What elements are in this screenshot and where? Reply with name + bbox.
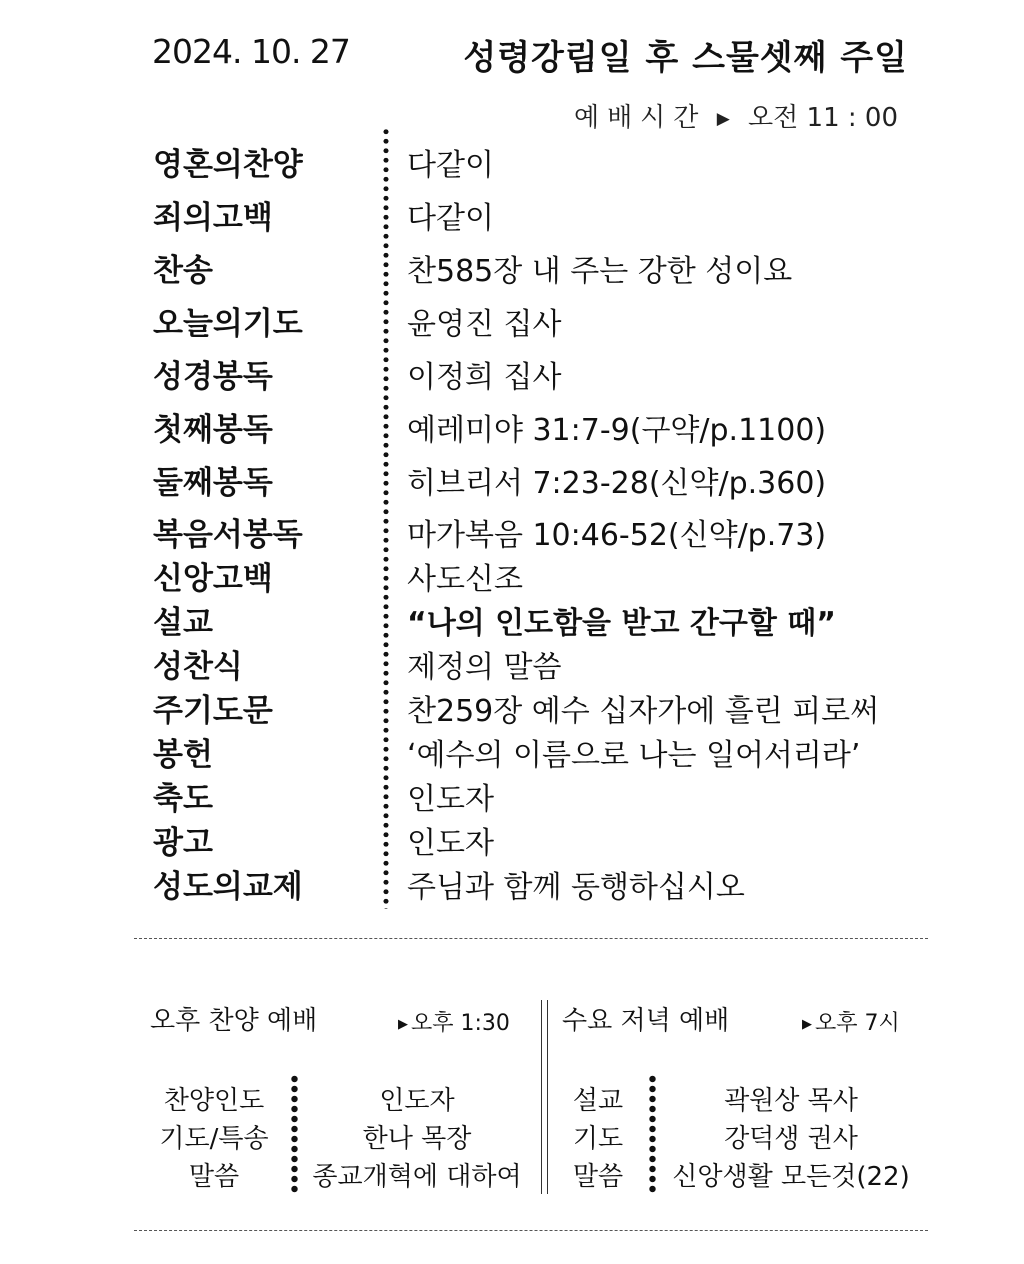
order-item-label: 봉헌 bbox=[153, 737, 213, 773]
order-item bbox=[0, 509, 1024, 553]
order-item-label: 둘째봉독 bbox=[153, 465, 273, 501]
dotted-separator bbox=[648, 1074, 657, 1194]
order-item-value: 마가복음 10:46-52(신약/p.73) bbox=[407, 518, 827, 553]
order-item-label: 성찬식 bbox=[153, 649, 243, 685]
order-item-label: 설교 bbox=[153, 605, 213, 641]
order-item-value: 윤영진 집사 bbox=[407, 307, 562, 342]
order-item-value: 사도신조 bbox=[407, 562, 523, 597]
order-item-value: 다같이 bbox=[407, 148, 494, 183]
order-item-label: 첫째봉독 bbox=[153, 412, 273, 448]
order-item-value: 인도자 bbox=[407, 782, 494, 817]
schedule-label: 찬양인도 bbox=[163, 1086, 265, 1116]
order-item bbox=[0, 245, 1024, 289]
order-item bbox=[0, 139, 1024, 183]
order-item-label: 찬송 bbox=[153, 253, 213, 289]
order-item-value: 찬259장 예수 십자가에 흘린 피로써 bbox=[407, 694, 880, 729]
order-item-value: ‘예수의 이름으로 나는 일어서리라’ bbox=[407, 738, 861, 773]
order-item bbox=[0, 773, 1024, 817]
order-item-value: 제정의 말씀 bbox=[407, 650, 562, 685]
triangle-right-icon: ▶ bbox=[716, 109, 730, 129]
wednesday-service-time bbox=[802, 1006, 900, 1037]
schedule-label: 설교 bbox=[572, 1086, 624, 1116]
order-item-label: 주기도문 bbox=[153, 693, 273, 729]
liturgical-occasion: 성령강림일 후 스물셋째 주일 bbox=[463, 38, 908, 78]
schedule-value: 곽원상 목사 bbox=[724, 1086, 858, 1116]
order-item bbox=[0, 298, 1024, 342]
order-item-value: 주님과 함께 동행하십시오 bbox=[407, 870, 745, 905]
service-time-value: 오전 11 : 00 bbox=[748, 103, 898, 133]
order-item-label: 죄의고백 bbox=[153, 200, 273, 236]
bulletin-date: 2024. 10. 27 bbox=[152, 32, 350, 71]
order-item bbox=[0, 641, 1024, 685]
triangle-right-icon: ▶ bbox=[802, 1017, 812, 1032]
order-item bbox=[0, 597, 1024, 641]
order-item bbox=[0, 457, 1024, 501]
dashed-divider bbox=[134, 938, 928, 939]
order-item-label: 영혼의찬양 bbox=[153, 147, 303, 183]
order-item-label: 광고 bbox=[153, 825, 213, 861]
schedule-value: 한나 목장 bbox=[362, 1124, 472, 1154]
order-item-label: 성경봉독 bbox=[153, 359, 273, 395]
order-item-value: 인도자 bbox=[407, 826, 494, 861]
schedule-value: 인도자 bbox=[379, 1086, 455, 1116]
order-item-label: 복음서봉독 bbox=[153, 517, 303, 553]
sermon-title: “나의 인도함을 받고 간구할 때” bbox=[407, 606, 836, 641]
order-item bbox=[0, 553, 1024, 597]
schedule-label: 기도 bbox=[572, 1124, 624, 1154]
order-item bbox=[0, 404, 1024, 448]
bulletin-header bbox=[0, 30, 1024, 80]
service-time-label: 예배시간 bbox=[573, 103, 707, 133]
double-vertical-divider bbox=[541, 1000, 548, 1194]
order-item-value: 이정희 집사 bbox=[407, 360, 562, 395]
schedule-value: 종교개혁에 대하여 bbox=[312, 1162, 522, 1192]
afternoon-service-title: 오후 찬양 예배 bbox=[150, 1006, 318, 1036]
afternoon-time-value: 오후 1:30 bbox=[411, 1011, 510, 1036]
order-item bbox=[0, 192, 1024, 236]
triangle-right-icon: ▶ bbox=[398, 1017, 408, 1032]
order-item bbox=[0, 351, 1024, 395]
schedule-label: 말씀 bbox=[188, 1162, 240, 1192]
order-item-label: 성도의교제 bbox=[153, 869, 303, 905]
order-item bbox=[0, 817, 1024, 861]
schedule-value: 강덕생 권사 bbox=[724, 1124, 858, 1154]
order-item-label: 오늘의기도 bbox=[153, 306, 303, 342]
dashed-divider bbox=[134, 1230, 928, 1231]
schedule-label: 말씀 bbox=[572, 1162, 624, 1192]
order-item bbox=[0, 729, 1024, 773]
order-item-label: 신앙고백 bbox=[153, 561, 273, 597]
dotted-separator bbox=[290, 1074, 299, 1194]
afternoon-service-time bbox=[398, 1006, 510, 1037]
service-time bbox=[574, 97, 898, 134]
order-item-label: 축도 bbox=[153, 781, 213, 817]
schedule-label: 기도/특송 bbox=[159, 1124, 269, 1154]
wednesday-time-value: 오후 7시 bbox=[815, 1011, 900, 1036]
order-item bbox=[0, 685, 1024, 729]
order-item-value: 히브리서 7:23-28(신약/p.360) bbox=[407, 466, 827, 501]
order-item-value: 찬585장 내 주는 강한 성이요 bbox=[407, 254, 793, 289]
schedule-value: 신앙생활 모든것(22) bbox=[672, 1162, 910, 1192]
order-item bbox=[0, 861, 1024, 905]
order-item-value: 다같이 bbox=[407, 201, 494, 236]
order-item-value: 예레미야 31:7-9(구약/p.1100) bbox=[407, 413, 827, 448]
wednesday-service-title: 수요 저녁 예배 bbox=[562, 1006, 730, 1036]
